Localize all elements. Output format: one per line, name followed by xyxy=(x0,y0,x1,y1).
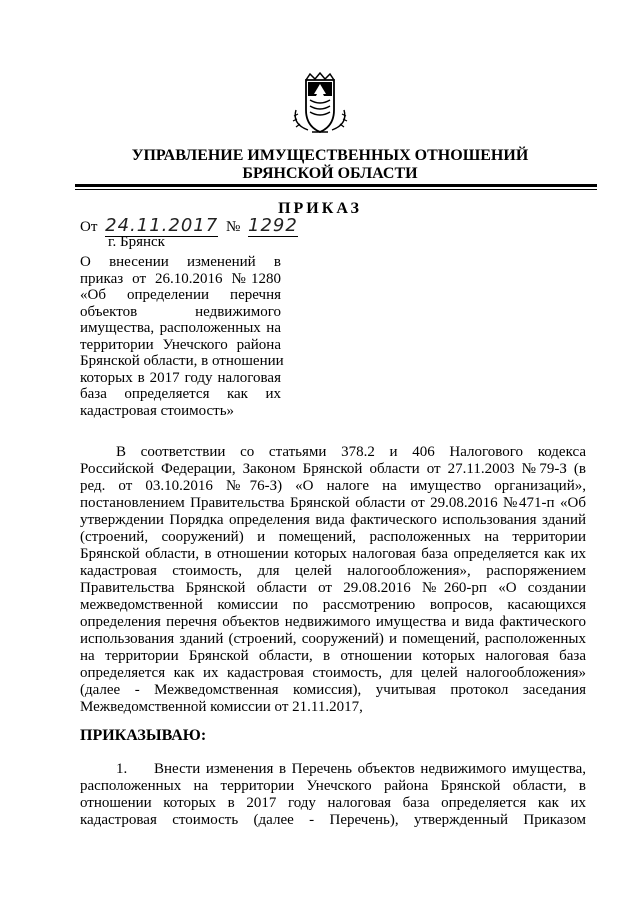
order-word-heading: ПРИКАЗЫВАЮ: xyxy=(80,727,207,744)
item-line: кадастровая стоимость (далее - Перечень), утвержденный Приказом xyxy=(80,812,586,828)
subject-line: «Об определении перечня xyxy=(80,287,281,303)
coat-of-arms-icon xyxy=(288,70,352,140)
order-item-1 xyxy=(80,761,586,829)
subject-line: которых в 2017 году налоговая xyxy=(80,369,281,386)
preamble-line: Межведомственной комиссии от 21.11.2017, xyxy=(80,699,363,715)
preamble-paragraph xyxy=(80,444,586,716)
header-divider-thick xyxy=(75,184,597,187)
subject-line: приказ от 26.10.2016 №1280 xyxy=(80,270,281,287)
preamble-line: В соответствии со статьями 378.2 и 406 Налогового кодекса xyxy=(116,444,586,460)
item-line: расположенных на территории Унечского района Брянской области, в xyxy=(80,778,586,794)
coat-of-arms-emblem xyxy=(288,70,352,140)
preamble-line: Брянской области, в отношении которых налоговая база определяется как их xyxy=(80,546,586,562)
date-prefix: От xyxy=(80,219,98,235)
item-line xyxy=(80,761,586,778)
document-type-title: ПРИКАЗ xyxy=(278,200,362,217)
preamble-line: (строений, сооружений) и помещений, расположенных на территории xyxy=(80,529,586,545)
subject-line: О внесении изменений в xyxy=(80,254,281,270)
organization-header xyxy=(75,147,585,183)
preamble-line: использования зданий (строений, сооружений) и помещений, расположенных xyxy=(80,631,586,647)
item-line-text: Внести изменения в Перечень объектов недвижимого имущества, xyxy=(154,761,586,777)
subject-line: кадастровая стоимость» xyxy=(80,402,235,419)
number-prefix: № xyxy=(225,219,241,235)
subject-line: объектов недвижимого xyxy=(80,303,281,320)
preamble-line: на территории Брянской области, в отношении которых налоговая база xyxy=(80,648,586,664)
preamble-line: кадастровая стоимость, для целей налогообложения», распоряжением xyxy=(80,563,586,579)
organization-name-line1: УПРАВЛЕНИЕ ИМУЩЕСТВЕННЫХ ОТНОШЕНИЙ xyxy=(131,147,529,164)
preamble-line: определения перечня объектов недвижимого имущества и вида фактического xyxy=(80,614,586,630)
subject-line: Брянской области, в отношении xyxy=(80,353,284,369)
handwritten-date: 24.11.2017 xyxy=(105,215,219,236)
preamble-line: межведомственной комиссии по рассмотрению вопросов, касающихся xyxy=(80,597,586,613)
preamble-line: постановлением Правительства Брянской области от 29.08.2016 №471-п «Об xyxy=(80,495,586,511)
city-name: г. Брянск xyxy=(108,234,165,250)
header-divider-thin xyxy=(75,189,597,190)
handwritten-number: 1292 xyxy=(248,215,298,236)
preamble-line: утверждении Порядка определения вида фактического использования зданий xyxy=(80,512,586,528)
subject-block xyxy=(80,254,284,419)
organization-name-line2: БРЯНСКОЙ ОБЛАСТИ xyxy=(242,165,418,182)
preamble-line: ред. от 03.10.2016 №76-З) «О налоге на имущество организаций», xyxy=(80,478,586,494)
subject-line: имущества, расположенных на xyxy=(80,320,281,336)
preamble-line: определяется как их кадастровая стоимость, для целей налогообложения» xyxy=(80,665,586,681)
preamble-line: Российской Федерации, Законом Брянской области от 27.11.2003 №79-З (в xyxy=(80,461,586,477)
item-number: 1. xyxy=(116,761,128,777)
preamble-line: (далее - Межведомственная комиссия), учитывая протокол заседания xyxy=(80,682,586,698)
subject-line: территории Унечского района xyxy=(80,336,281,353)
preamble-line: Правительства Брянской области от 29.08.2016 №260-рп «О создании xyxy=(80,580,586,596)
subject-line: база определяется как их xyxy=(80,386,281,402)
item-line: отношении которых в 2017 году налоговая база определяется как их xyxy=(80,795,586,811)
